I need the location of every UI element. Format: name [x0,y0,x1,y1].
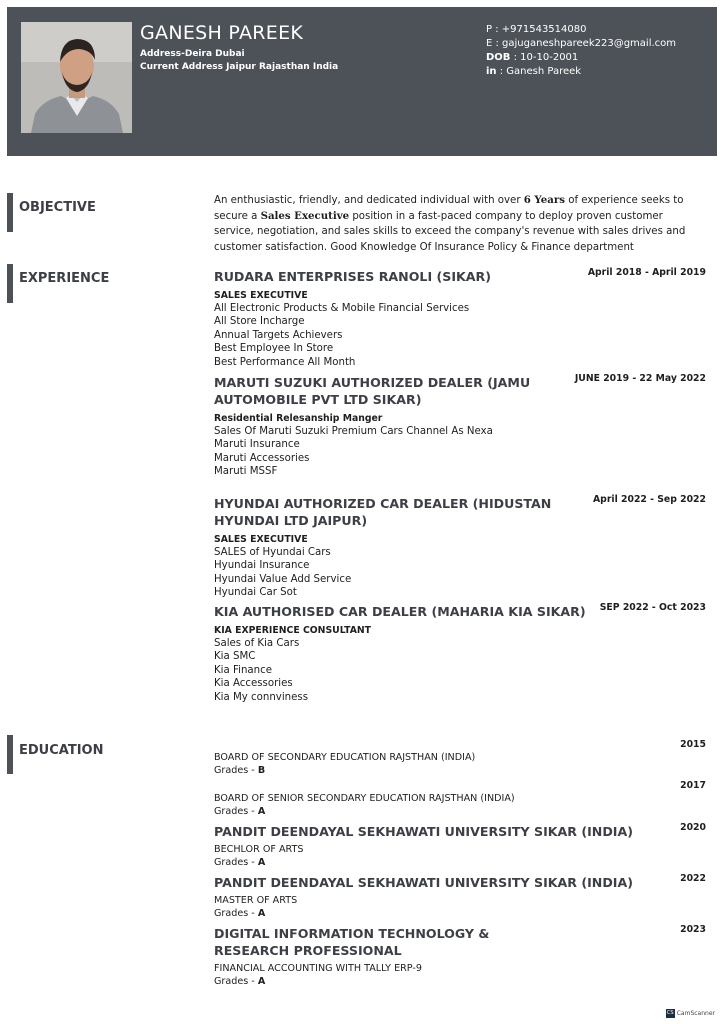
job-entry [214,268,594,369]
edu-grade-value: A [257,908,266,919]
edu-grade [214,805,634,818]
education-heading: EDUCATION [19,743,104,758]
education-entry [214,792,634,818]
education-entry [214,751,634,777]
camscanner-watermark [666,1009,715,1018]
edu-institution: PANDIT DEENDAYAL SEKHAWATI UNIVERSITY SIKAR (INDIA) [214,875,633,890]
job-role: SALES EXECUTIVE [214,290,308,301]
dob-line [486,51,676,65]
objective-text-part: position in a fast-paced company to deploy proven customer service, negotiation, and sales skills to exceed the company's revenue with sales drives and customer satisfaction. Good Knowledge Of Insurance Policy & Finance department [214,210,686,253]
job-date: JUNE 2019 - 22 May 2022 [574,373,706,384]
edu-board: BOARD OF SECONDARY EDUCATION RAJSTHAN (INDIA) [214,752,476,763]
job-role: Residential Relesanship Manger [214,413,383,424]
edu-grade-label: Grades - [214,806,258,817]
job-company: RUDARA ENTERPRISES RANOLI (SIKAR) [214,269,491,284]
job-date: SEP 2022 - Oct 2023 [599,602,706,613]
edu-institution: DIGITAL INFORMATION TECHNOLOGY & RESEARCH PROFESSIONAL [214,926,490,958]
address-line: Address-Deira Dubai [140,49,245,59]
experience-section-bar [7,264,13,303]
job-duty: SALES of Hyundai Cars [214,547,331,558]
linkedin-icon: in [486,66,497,77]
job-duty: Kia My connviness [214,691,308,703]
edu-grade-label: Grades - [214,976,258,987]
job-duty: Kia SMC [214,651,256,663]
job-entry [214,495,594,600]
job-entry [214,374,594,479]
linkedin-value: : Ganesh Pareek [496,66,582,77]
edu-year: 2020 [680,822,706,833]
edu-grade [214,856,634,869]
edu-grade [214,907,634,920]
job-duty: Kia Finance [214,664,272,676]
edu-year: 2017 [680,780,706,791]
email-line: E : gajuganeshpareek223@gmail.com [486,38,677,49]
camscanner-logo-icon: CS [666,1010,674,1016]
edu-year: 2022 [680,873,706,884]
objective-text-part: An enthusiastic, friendly, and dedicated individual with over [214,195,524,206]
edu-year: 2015 [680,739,706,750]
job-duty: Best Employee In Store [214,343,334,355]
job-duty: Sales Of Maruti Suzuki Premium Cars Channel As Nexa [214,426,493,437]
objective-text-part: of experience seeks to secure a [214,195,684,222]
edu-grade-label: Grades - [214,765,258,776]
edu-grade-value: A [257,806,266,817]
dob-label: DOB [486,52,511,63]
edu-grade-value: B [257,765,266,776]
address-block [140,48,338,74]
candidate-name: GANESH PAREEK [140,22,304,44]
watermark-text: CamScanner [676,1010,715,1017]
objective-heading: OBJECTIVE [19,200,96,215]
objective-text [214,193,690,255]
contact-block [486,23,676,79]
edu-institution: PANDIT DEENDAYAL SEKHAWATI UNIVERSITY SIKAR (INDIA) [214,824,633,839]
job-duty: Best Performance All Month [214,356,356,368]
edu-degree: MASTER OF ARTS [214,895,298,906]
education-entry [214,925,544,988]
objective-years: 6 Years [523,194,565,206]
job-duty: Hyundai Value Add Service [214,573,352,585]
job-company: HYUNDAI AUTHORIZED CAR DEALER (HIDUSTAN HYUNDAI LTD JAIPUR) [214,496,552,528]
education-section-bar [7,735,13,774]
edu-grade-value: A [257,976,266,987]
job-duty: Maruti MSSF [214,466,278,478]
edu-grade-label: Grades - [214,908,258,919]
edu-degree: FINANCIAL ACCOUNTING WITH TALLY ERP-9 [214,963,422,974]
job-duty: Hyundai Car Sot [214,587,297,599]
job-role: SALES EXECUTIVE [214,534,308,545]
job-date: April 2022 - Sep 2022 [592,494,706,505]
edu-grade [214,764,634,777]
experience-heading: EXPERIENCE [19,271,110,286]
edu-year: 2023 [680,924,706,935]
job-company: MARUTI SUZUKI AUTHORIZED DEALER (JAMU AUTOMOBILE PVT LTD SIKAR) [214,375,531,407]
edu-grade-value: A [257,857,266,868]
education-entry [214,874,634,920]
phone-line: P : +971543514080 [486,24,587,35]
edu-grade-label: Grades - [214,857,258,868]
objective-role: Sales Executive [260,209,350,222]
job-entry [214,603,594,704]
header-banner [7,7,717,156]
profile-photo [21,22,132,133]
job-duty: Maruti Accessories [214,452,310,464]
edu-degree: BECHLOR OF ARTS [214,844,304,855]
edu-grade [214,975,544,988]
job-company: KIA AUTHORISED CAR DEALER (MAHARIA KIA SIKAR) [214,604,586,619]
job-duty: All Store Incharge [214,316,305,328]
job-duty: Kia Accessories [214,678,293,690]
job-date: April 2018 - April 2019 [587,267,706,278]
objective-section-bar [7,193,13,232]
job-duty: Maruti Insurance [214,439,300,451]
job-duty: Hyundai Insurance [214,560,310,572]
person-portrait-image [21,22,132,133]
dob-value: : 10-10-2001 [510,52,579,63]
job-duty: Annual Targets Achievers [214,329,343,341]
job-duty: Sales of Kia Cars [214,638,300,649]
education-entry [214,823,634,869]
linkedin-line [486,65,676,79]
current-address-line: Current Address Jaipur Rajasthan India [140,62,339,72]
job-role: KIA EXPERIENCE CONSULTANT [214,625,372,636]
edu-board: BOARD OF SENIOR SECONDARY EDUCATION RAJSTHAN (INDIA) [214,793,515,804]
job-duty: All Electronic Products & Mobile Financial Services [214,303,470,314]
